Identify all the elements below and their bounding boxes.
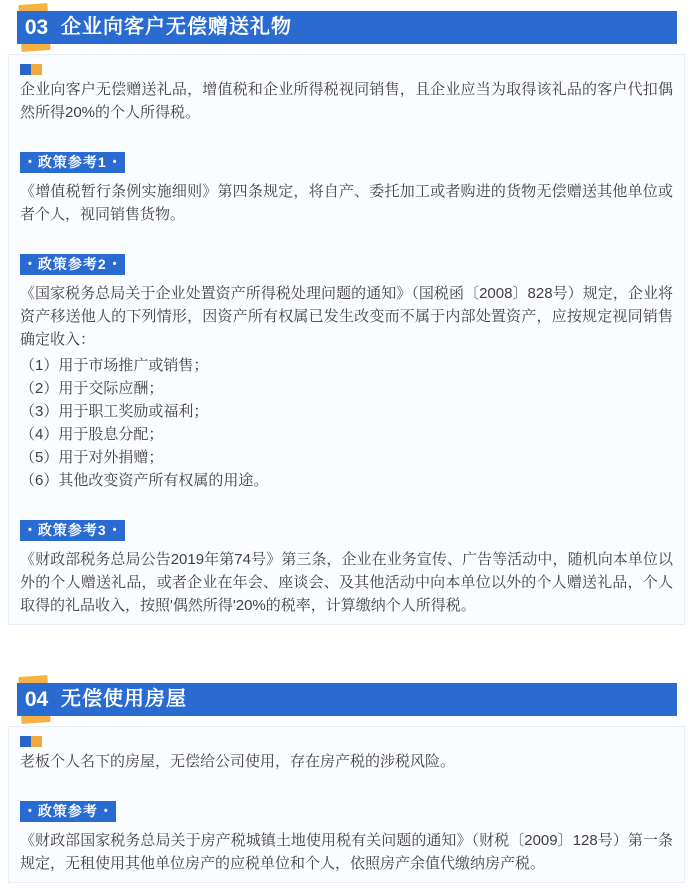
section-04-header: [17, 683, 677, 716]
bullet-dot-icon: •: [28, 156, 32, 168]
policy-badge-label: 政策参考2: [37, 256, 107, 272]
policy-badge: [20, 254, 125, 275]
bullet-dot-icon: •: [112, 258, 117, 270]
list-item: （3）用于职工奖励或福利；: [20, 403, 209, 420]
list-item: （2）用于交际应酬；: [20, 380, 164, 397]
section-spacer: [0, 625, 693, 683]
list-item: （4）用于股息分配；: [20, 426, 164, 443]
policy-ref-1: [20, 152, 673, 226]
deco-blue-square-icon: [20, 64, 31, 75]
bullet-dot-icon: •: [112, 524, 117, 536]
list-item: （5）用于对外捐赠；: [20, 449, 164, 466]
policy-badge-label: 政策参考1: [37, 154, 107, 170]
bullet-dot-icon: •: [28, 805, 32, 817]
section-03: [0, 11, 693, 625]
deco-squares-icon: [20, 736, 673, 747]
bullet-dot-icon: •: [28, 524, 32, 536]
policy-badge: [20, 801, 116, 822]
policy-badge-label: 政策参考: [37, 803, 98, 819]
deco-orange-square-icon: [31, 64, 42, 75]
page-bottom-spacer: [0, 883, 693, 895]
bullet-dot-icon: •: [28, 258, 32, 270]
deco-blue-square-icon: [20, 736, 31, 747]
policy-paragraph: 《增值税暂行条例实施细则》第四条规定，将自产、委托加工或者购进的货物无偿赠送其他单位或者个人，视同销售货物。: [20, 183, 673, 223]
intro-paragraph: 企业向客户无偿赠送礼品，增值税和企业所得税视同销售，且企业应当为取得该礼品的客户代扣偶然所得20%的个人所得税。: [20, 81, 673, 121]
deco-orange-square-icon: [31, 736, 42, 747]
list-item: （1）用于市场推广或销售；: [20, 357, 209, 374]
bullet-dot-icon: •: [112, 156, 117, 168]
section-03-header: [17, 11, 677, 44]
section-number: 04: [24, 687, 49, 711]
intro-paragraph: 老板个人名下的房屋，无偿给公司使用，存在房产税的涉税风险。: [20, 753, 456, 770]
policy-badge: [20, 520, 125, 541]
policy-ref-3: [20, 520, 673, 617]
policy-ref: [20, 801, 673, 875]
policy-ref-2: [20, 254, 673, 492]
policy-paragraph: 《财政部国家税务总局关于房产税城镇土地使用税有关问题的通知》（财税〔2009〕128号）第一条规定，无租使用其他单位房产的应税单位和个人，依照房产余值代缴纳房产税。: [20, 832, 673, 872]
policy-paragraph: 《国家税务总局关于企业处置资产所得税处理问题的通知》（国税函〔2008〕828号）规定，企业将资产移送他人的下列情形，因资产所有权属已发生改变而不属于内部处置资产，应按规定视同销售确定收入：: [20, 285, 673, 348]
policy-paragraph: 《财政部税务总局公告2019年第74号》第三条，企业在业务宣传、广告等活动中，随机向本单位以外的个人赠送礼品，或者企业在年会、座谈会、及其他活动中向本单位以外的个人赠送礼品，个人取得的礼品收入，按照'偶然所得'20%的税率，计算缴纳个人所得税。: [20, 551, 673, 614]
policy-list: [20, 354, 673, 492]
section-title: 无偿使用房屋: [61, 688, 187, 710]
section-03-card: [8, 54, 685, 625]
bullet-dot-icon: •: [103, 805, 108, 817]
list-item: （6）其他改变资产所有权属的用途。: [20, 472, 269, 489]
section-04: [0, 683, 693, 883]
section-title: 企业向客户无偿赠送礼物: [61, 16, 292, 38]
policy-badge: [20, 152, 125, 173]
deco-squares-icon: [20, 64, 673, 75]
policy-badge-label: 政策参考3: [37, 522, 107, 538]
section-04-card: [8, 726, 685, 883]
section-number: 03: [24, 15, 49, 39]
